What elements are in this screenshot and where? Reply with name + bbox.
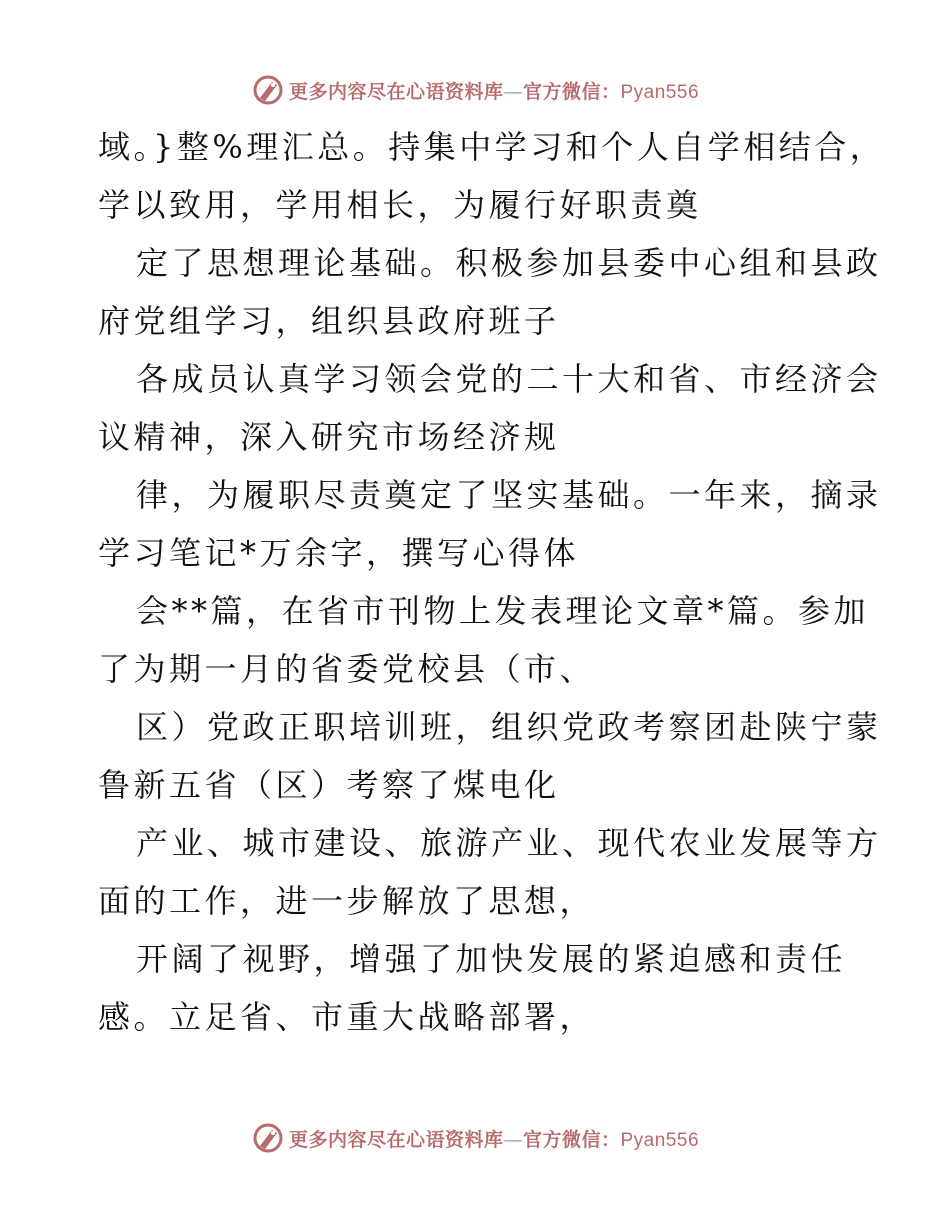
text-line: 议精神，深入研究市场经济规	[98, 418, 560, 456]
text-line: 鲁新五省（区）考察了煤电化	[98, 766, 560, 804]
text-line: 定了思想理论基础。积极参加县委中心组和县政	[136, 244, 882, 282]
text-line: 开阔了视野，增强了加快发展的紧迫感和责任	[136, 940, 847, 978]
watermark-label: 官方微信：	[522, 80, 621, 103]
text-line: 区）党政正职培训班，组织党政考察团赴陕宁蒙	[136, 708, 882, 746]
watermark-text	[289, 1125, 699, 1152]
text-line: 府党组学习，组织县政府班子	[98, 302, 560, 340]
text-line: 会**篇，在省市刊物上发表理论文章*篇。参加	[136, 592, 870, 630]
text-line: 域。}整%理汇总。持集中学习和个人自学相结合，	[98, 128, 886, 166]
text-line: 学习笔记*万余字，撰写心得体	[98, 534, 580, 572]
pen-nib-circle-icon	[251, 1121, 285, 1155]
watermark-account: Pyan556	[620, 81, 700, 103]
pen-nib-circle-icon	[251, 73, 285, 107]
text-line: 产业、城市建设、旅游产业、现代农业发展等方	[136, 824, 882, 862]
watermark-label: 官方微信：	[522, 1128, 621, 1151]
text-line: 了为期一月的省委党校县（市、	[98, 650, 596, 688]
watermark-separator: —	[503, 80, 523, 103]
text-line: 学以致用，学用相长，为履行好职责奠	[98, 186, 702, 224]
watermark-main: 更多内容尽在心语资料库	[288, 80, 504, 103]
watermark-separator: —	[503, 1128, 523, 1151]
text-line: 感。立足省、市重大战略部署，	[98, 998, 596, 1036]
text-line: 律，为履职尽责奠定了坚实基础。一年来，摘录	[136, 476, 882, 514]
document-body	[98, 118, 886, 1046]
watermark-text	[289, 77, 699, 104]
text-line: 各成员认真学习领会党的二十大和省、市经济会	[136, 360, 882, 398]
text-line: 面的工作，进一步解放了思想，	[98, 882, 596, 920]
footer-watermark	[0, 1118, 950, 1158]
watermark-main: 更多内容尽在心语资料库	[288, 1128, 504, 1151]
header-watermark	[0, 70, 950, 110]
watermark-account: Pyan556	[620, 1129, 700, 1151]
